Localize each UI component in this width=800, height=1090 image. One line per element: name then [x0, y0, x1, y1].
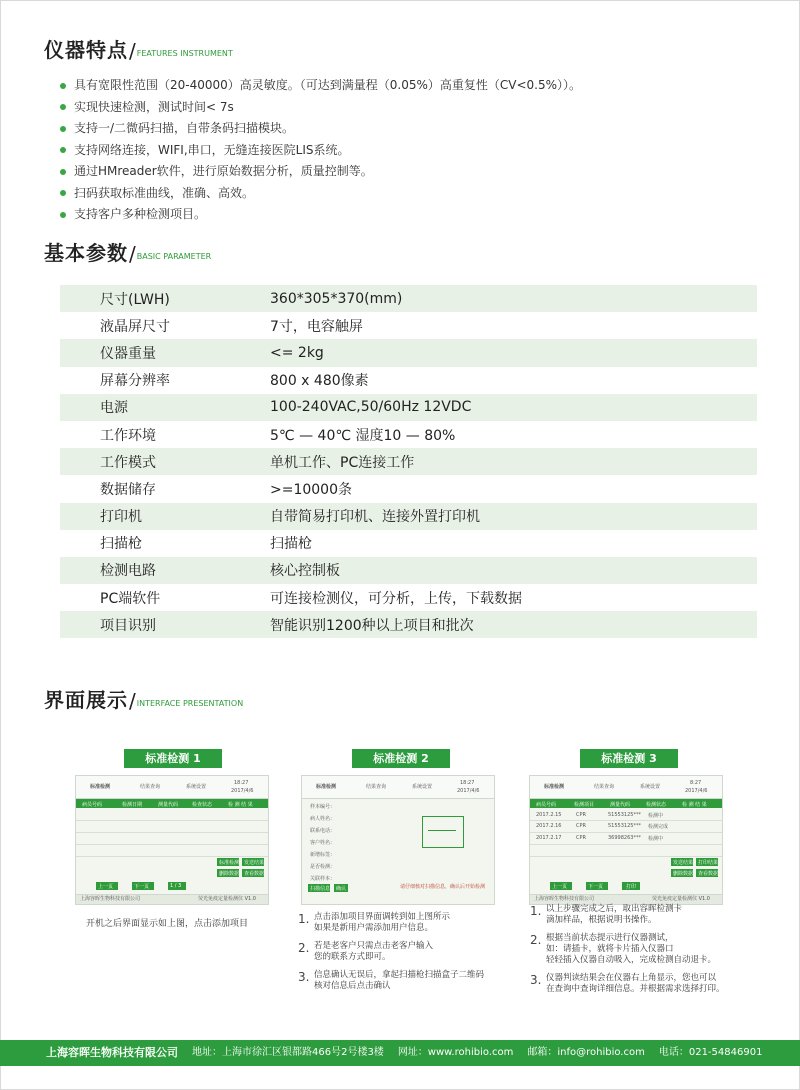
table-row: 仪器重量 <= 2kg	[60, 339, 757, 366]
footer-company: 上海容晖生物科技有限公司	[46, 1046, 178, 1059]
footer-address: 地址：上海市徐汇区银都路466号2号楼3楼	[192, 1047, 384, 1058]
table-row: 检测电路 核心控制板	[60, 557, 757, 584]
list-item: 3. 信息确认无误后，拿起扫描枪扫描盒子二维码 核对信息后点击确认	[298, 970, 485, 991]
interface-section-title: 界面展示 / INTERFACE PRESENTATION	[44, 684, 243, 713]
panel-2-label: 标准检测 2	[352, 749, 450, 768]
table-row: 液晶屏尺寸 7寸，电容触屏	[100, 318, 363, 335]
screenshot-2: 标准检测 结果查询 系统设置 18:27 2017/4/6 样本编号： 病人姓名： 联系电话： 客户姓名： 新增标签： 是否检测： 关联样本： 扫描信息 确认 请仔细核对扫描信息，确认后开始检测	[301, 775, 495, 905]
feature-item: 实现快速检测，测试时间< 7s	[60, 97, 581, 119]
table-row: 扫描枪 扫描枪	[100, 536, 312, 553]
panel-3-label: 标准检测 3	[580, 749, 678, 768]
table-row: 工作模式 单机工作、PC连接工作	[60, 448, 757, 475]
params-section-title: 基本参数 / BASIC PARAMETER	[44, 237, 211, 266]
panel-1-label: 标准检测 1	[124, 749, 222, 768]
bullet-icon	[60, 147, 66, 153]
footer-website[interactable]: 网址：www.rohibio.com	[397, 1047, 514, 1058]
table-row: 工作环境 5℃ — 40℃ 湿度10 — 80%	[100, 427, 456, 444]
list-item: 2. 根据当前状态提示进行仪器测试， 如：请插卡，就将卡片插入仪器口 轻轻插入仪器自动吸入，完成检测自动退卡。	[530, 933, 717, 965]
tab-query: 结果查询	[140, 784, 161, 790]
feature-item: 支持客户多种检测项目。	[60, 204, 581, 226]
footer-phone: 电话：021-54846901	[658, 1047, 763, 1058]
footer-bar	[0, 1040, 800, 1066]
bullet-icon	[60, 126, 66, 132]
bullet-icon	[60, 190, 66, 196]
features-title-en: FEATURES INSTRUMENT	[136, 49, 233, 58]
list-item: 2. 若是老客户只需点击老客户输入 您的联系方式即可。	[298, 941, 434, 962]
steps-list-3	[530, 904, 760, 1002]
tab-settings: 系统设置	[186, 784, 207, 790]
footer-email[interactable]: 邮箱：info@rohibio.com	[527, 1047, 645, 1058]
table-row: 尺寸(LWH) 360*305*370(mm)	[60, 285, 757, 312]
bullet-icon	[60, 169, 66, 175]
clock-time: 18:27	[234, 780, 249, 786]
features-title: 仪器特点	[44, 38, 128, 62]
table-row: PC端软件 可连接检测仪，可分析，上传，下载数据	[100, 590, 522, 607]
table-row: 项目识别 智能识别1200种以上项目和批次	[60, 611, 757, 638]
caption-1: 开机之后界面显示如上图，点击添加项目	[86, 919, 249, 929]
feature-item: 扫码获取标准曲线，准确、高效。	[60, 183, 581, 205]
interface-title-en: INTERFACE PRESENTATION	[136, 699, 244, 708]
features-list	[60, 75, 581, 226]
params-table	[60, 285, 757, 638]
features-section-title: 仪器特点 / FEATURES INSTRUMENT	[44, 34, 233, 63]
table-row: 打印机 自带简易打印机、连接外置打印机	[60, 503, 757, 530]
feature-item: 支持一/二微码扫描，自带条码扫描模块。	[60, 118, 581, 140]
feature-item: 具有宽限性范围（20-40000）高灵敏度。（可达到满量程（0.05%）高重复性（CV<0.5%））。	[60, 75, 581, 97]
list-item: 3. 仪器判读结果会在仪器右上角显示，您也可以 在查询中查询详细信息。并根据需求选择打印。	[530, 973, 725, 994]
scan-notice: 请仔细核对扫描信息，确认后开始检测	[400, 884, 486, 890]
feature-item: 通过HMreader软件，进行原始数据分析，质量控制等。	[60, 161, 581, 183]
params-title: 基本参数	[44, 241, 128, 265]
tab-standard: 标准检测	[90, 784, 111, 790]
table-row: 电源 100-240VAC,50/60Hz 12VDC	[60, 394, 757, 421]
list-item: 1. 点击添加项目界面调转到如上图所示 如果是新用户需添加用户信息。	[298, 912, 451, 933]
screenshot-1: 标准检测 结果查询 系统设置 18:27 2017/4/6 病员号码 检测日期 测量代码 检查状态 检 测 结 果 标准检测 发送结果 删除数据 查看数据 上一页 下一页 1 / 3 上海容晖生物科技有限公司 荧光免疫定量检测仪 V1.0	[75, 775, 269, 905]
clock-date: 2017/4/6	[231, 788, 254, 794]
table-row: 数据储存 >=10000条	[100, 481, 352, 498]
screenshot-3: 标准检测 结果查询 系统设置 8:27 2017/4/6 病员号码 检测项目 测量代码 检测状态 检 测 结 果 2017.2.15 CPR 51553125*** 检测中 2017.2.16 CPR 51553125*** 检测完成 2017.2.17 CPR 36998263*** 检测中 发送结果 打印结果 删除数据 查看数据 上一页 下一页 打印 上海容晖生物科技有限公司 荧光免疫定量检测仪 V1.0	[529, 775, 723, 905]
feature-item: 支持网络连接，WIFI,串口，无缝连接医院LIS系统。	[60, 140, 581, 162]
params-title-en: BASIC PARAMETER	[136, 252, 212, 261]
steps-list-2	[298, 912, 508, 999]
bullet-icon	[60, 83, 66, 89]
list-item: 1. 以上步骤完成之后，取出容晖检测卡 滴加样品，根据说明书操作。	[530, 904, 683, 925]
bullet-icon	[60, 104, 66, 110]
interface-title: 界面展示	[44, 688, 128, 712]
bullet-icon	[60, 212, 66, 218]
table-row: 屏幕分辨率 800 x 480像素	[100, 373, 369, 390]
